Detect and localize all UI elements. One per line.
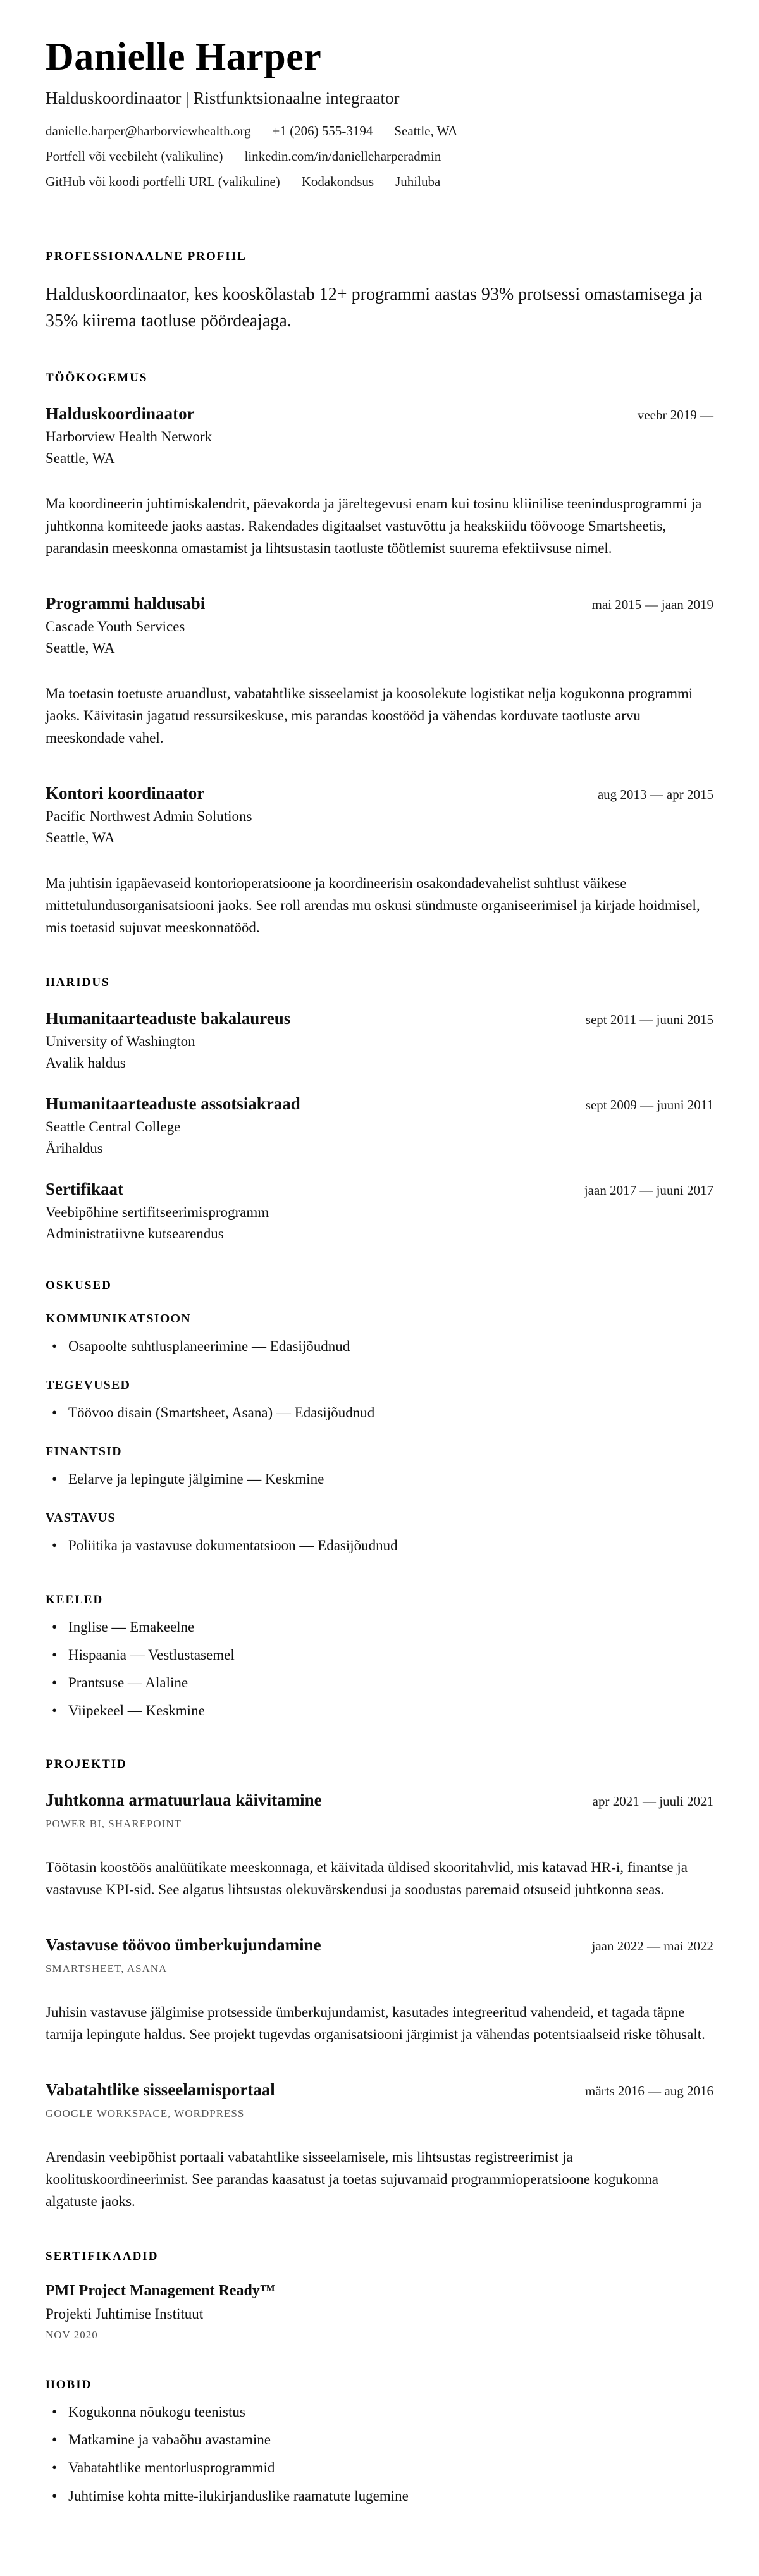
skill-item: • Eelarve ja lepingute jälgimine — Keskmine: [46, 1469, 713, 1489]
hobby-item: • Kogukonna nõukogu teenistus: [46, 2402, 713, 2422]
project-dates: jaan 2022 — mai 2022: [591, 1938, 713, 1954]
education-degree: Humanitaarteaduste assotsiakraad: [46, 1094, 300, 1113]
job-description: Ma toetasin toetuste aruandlust, vabatahtlike sisseelamist ja koosolekute logistikat nelja kogukonna programmi jaoks. Käivitasin jagatud ressursikeskuse, mis parandas koostööd ja vähendas korduvate taotluste arvu meeskondade vahel.: [46, 686, 693, 746]
skill-item: • Töövoo disain (Smartsheet, Asana) — Edasijõudnud: [46, 1403, 713, 1423]
profile-summary: Halduskoordinaator, kes kooskõlastab 12+ programmi aastas 93% protsessi omastamisega ja 35% kiirema taotluse pöördeajaga.: [46, 285, 703, 331]
education-entry: [46, 1009, 713, 1071]
language-item: • Hispaania — Vestlustasemel: [46, 1645, 713, 1665]
job-entry-head: [46, 784, 713, 803]
education-school: University of Washington: [46, 1033, 195, 1049]
skills-list: [46, 1403, 713, 1423]
section-languages: [46, 1593, 713, 1722]
project-tools: SMARTSHEET, ASANA: [46, 1963, 168, 1975]
skills-category-title: KOMMUNIKATSIOON: [46, 1311, 191, 1326]
hobbies-list: [46, 2402, 713, 2506]
skills-category: [46, 1378, 713, 1423]
job-location: Seattle, WA: [46, 829, 115, 846]
project-title: Juhtkonna armatuurlaua käivitamine: [46, 1790, 322, 1810]
resume-header: [46, 35, 713, 190]
contact-website-placeholder: Portfell või veebileht (valikuline): [46, 149, 223, 164]
job-company: Pacific Northwest Admin Solutions: [46, 808, 252, 824]
project-entry-head: [46, 2080, 713, 2100]
candidate-title: Halduskoordinaator | Ristfunktsionaalne integraator: [46, 89, 400, 108]
experience-section-heading: TÖÖKOGEMUS: [46, 371, 148, 385]
contact-linkedin: linkedin.com/in/danielleharperadmin: [244, 149, 441, 164]
hobby-item: • Juhtimise kohta mitte-ilukirjanduslike raamatute lugemine: [46, 2486, 713, 2506]
skill-item: • Poliitika ja vastavuse dokumentatsioon — Edasijõudnud: [46, 1536, 713, 1556]
education-entry: [46, 1094, 713, 1157]
certifications-section-heading: SERTIFIKAADID: [46, 2249, 159, 2263]
hobbies-section-heading: HOBID: [46, 2377, 92, 2391]
job-location: Seattle, WA: [46, 450, 115, 467]
education-dates: sept 2011 — juuni 2015: [585, 1011, 713, 1027]
education-entry-head: [46, 1180, 713, 1199]
contact-driving-license: Juhiluba: [395, 174, 441, 190]
education-field: Avalik haldus: [46, 1054, 126, 1071]
language-item: • Prantsuse — Alaline: [46, 1673, 713, 1693]
project-dates: apr 2021 — juuli 2021: [592, 1794, 713, 1809]
project-entry-head: [46, 1790, 713, 1810]
skills-list: [46, 1336, 713, 1357]
project-dates: märts 2016 — aug 2016: [585, 2083, 713, 2099]
certification-name: PMI Project Management Ready™: [46, 2282, 275, 2299]
languages-section-heading: KEELED: [46, 1593, 104, 1606]
education-school: Seattle Central College: [46, 1118, 181, 1135]
certification-date: NOV 2020: [46, 2328, 98, 2341]
skills-category: [46, 1312, 713, 1357]
hobby-item: • Matkamine ja vabaõhu avastamine: [46, 2430, 713, 2450]
skills-section-heading: OSKUSED: [46, 1278, 112, 1292]
education-degree: Humanitaarteaduste bakalaureus: [46, 1008, 291, 1028]
contact-phone: +1 (206) 555-3194: [272, 123, 373, 139]
language-item: • Inglise — Emakeelne: [46, 1617, 713, 1637]
skill-item: • Osapoolte suhtlusplaneerimine — Edasijõudnud: [46, 1336, 713, 1357]
languages-list: [46, 1617, 713, 1722]
skills-category-title: VASTAVUS: [46, 1511, 116, 1525]
contact-row: [46, 149, 713, 164]
job-dates: aug 2013 — apr 2015: [597, 786, 713, 802]
skills-category: [46, 1445, 713, 1489]
project-entry: [46, 1935, 713, 2046]
project-description: Töötasin koostöös analüütikate meeskonnaga, et käivitada üldised skooritahvlid, mis katavad HR-i, finantse ja vastavuse KPI-sid. See algatus lihtsustas olekuvärskendusi ja soodustas paremaid otsuseid juhtkonna seas.: [46, 1859, 688, 1898]
job-entry: [46, 404, 713, 560]
education-entry-head: [46, 1094, 713, 1114]
job-entry: [46, 784, 713, 939]
project-tools: POWER BI, SHAREPOINT: [46, 1818, 182, 1830]
job-entry: [46, 594, 713, 749]
job-entry-head: [46, 404, 713, 424]
project-tools: GOOGLE WORKSPACE, WORDPRESS: [46, 2107, 245, 2120]
project-title: Vastavuse töövoo ümberkujundamine: [46, 1935, 321, 1955]
project-description: Juhisin vastavuse jälgimise protsesside ümberkujundamist, kasutades integreeritud vahendeid, et tagada täpne tarnija lepingute haldus. See projekt tugevdas organisatsiooni järgimist ja vähendas potentsiaalseid riske tõhusalt.: [46, 2004, 705, 2043]
contact-row: [46, 123, 713, 139]
profile-section-heading: PROFESSIONAALNE PROFIIL: [46, 250, 247, 264]
certification-issuer: Projekti Juhtimise Instituut: [46, 2305, 204, 2322]
job-dates: mai 2015 — jaan 2019: [591, 597, 713, 613]
education-section-heading: HARIDUS: [46, 975, 110, 989]
project-entry: [46, 1790, 713, 1901]
project-entry-head: [46, 1935, 713, 1955]
section-projects: [46, 1758, 713, 2213]
skills-category: [46, 1511, 713, 1556]
certification-entry: [46, 2283, 713, 2341]
section-experience: [46, 371, 713, 939]
job-title: Halduskoordinaator: [46, 404, 195, 424]
job-location: Seattle, WA: [46, 640, 115, 656]
project-entry: [46, 2080, 713, 2213]
language-item: • Viipekeel — Keskmine: [46, 1701, 713, 1721]
section-profile: [46, 250, 713, 335]
project-description: Arendasin veebipõhist portaali vabatahtlike sisseelamisele, mis lihtsustas registreerimist ja koolituskoordineerimist. See parandas kaasatust ja toetas sujuvamaid programmioperatsioone kogukonna algatuste jaoks.: [46, 2149, 658, 2209]
contact-github-placeholder: GitHub või koodi portfelli URL (valikuline): [46, 174, 280, 190]
project-title: Vabatahtlike sisseelamisportaal: [46, 2080, 275, 2100]
education-field: Ärihaldus: [46, 1140, 103, 1156]
skills-category-title: TEGEVUSED: [46, 1377, 131, 1392]
education-degree: Sertifikaat: [46, 1179, 123, 1199]
hobby-item: • Vabatahtlike mentorlusprogrammid: [46, 2458, 713, 2478]
job-description: Ma koordineerin juhtimiskalendrit, päevakorda ja järeltegevusi enam kui tosinu kliinilise teenindusprogrammi ja juhtkonna komiteede jaoks aastas. Rakendades digitaalset vastuvõttu ja heakskiidu töövooge Smartsheetis, parandasin meeskonna omastamist ja lihtsustasin taotluste töötlemist suurema efektiivsuse nimel.: [46, 496, 702, 557]
education-school: Veebipõhine sertifitseerimisprogramm: [46, 1204, 269, 1220]
contact-row: [46, 174, 713, 190]
job-title: Programmi haldusabi: [46, 594, 206, 613]
education-entry-head: [46, 1009, 713, 1028]
projects-section-heading: PROJEKTID: [46, 1758, 127, 1772]
job-description: Ma juhtisin igapäevaseid kontorioperatsioone ja koordineerisin osakondadevahelist suhtlust väikese mittetulundusorganisatsiooni jaoks. See roll arendas mu oskusi sündmuste organiseerimisel ja kirjade hoidmisel, mis toetasid sujuvat meeskonnatööd.: [46, 875, 700, 935]
job-company: Harborview Health Network: [46, 429, 213, 445]
skills-list: [46, 1536, 713, 1556]
education-dates: sept 2009 — juuni 2011: [585, 1097, 713, 1112]
education-field: Administratiivne kutsearendus: [46, 1225, 224, 1242]
job-title: Kontori koordinaator: [46, 783, 205, 803]
candidate-name: Danielle Harper: [46, 35, 322, 78]
section-certifications: [46, 2250, 713, 2341]
skills-list: [46, 1469, 713, 1489]
contact-location: Seattle, WA: [394, 123, 458, 139]
education-dates: jaan 2017 — juuni 2017: [584, 1182, 713, 1198]
job-dates: veebr 2019 —: [637, 407, 713, 423]
job-entry-head: [46, 594, 713, 613]
contact-block: [46, 123, 713, 190]
contact-citizenship: Kodakondsus: [301, 174, 374, 190]
job-company: Cascade Youth Services: [46, 619, 185, 635]
education-entry: [46, 1180, 713, 1242]
contact-email: danielle.harper@harborviewhealth.org: [46, 123, 251, 139]
section-skills: [46, 1279, 713, 1556]
section-hobbies: [46, 2378, 713, 2506]
section-education: [46, 976, 713, 1242]
skills-category-title: FINANTSID: [46, 1445, 122, 1459]
